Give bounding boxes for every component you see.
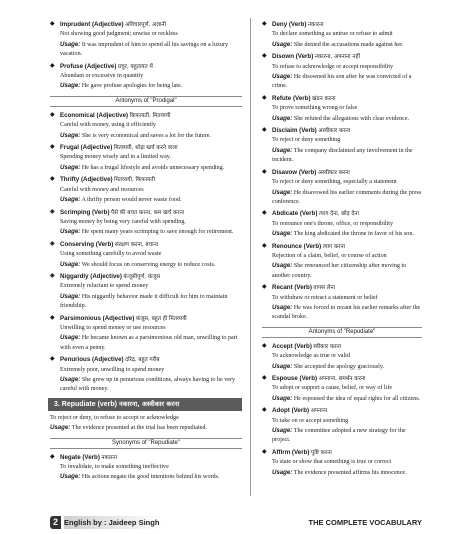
entry-definition: To invalidate, to make something ineffective <box>60 464 169 471</box>
entry-hindi: त्याग देना, छोड़ देना <box>318 211 359 218</box>
entry-hindi: खंडन करना <box>312 95 336 102</box>
entry-usage <box>272 40 422 50</box>
usage-label: Usage: <box>60 163 81 171</box>
usage-text: It was imprudent of him to spend all his savings on a luxury vacation. <box>60 41 229 58</box>
vocab-entry <box>50 314 242 354</box>
entry-usage <box>272 394 422 404</box>
usage-text: She is very economical and saves a lot for the future. <box>81 132 211 139</box>
usage-text: He was forced to recant his earlier remarks after the scandal broke. <box>272 304 421 321</box>
usage-text: The evidence presented affirms his innocence. <box>293 469 407 476</box>
entry-heading <box>272 342 422 352</box>
usage-text: He gave profuse apologies for being late. <box>81 83 183 90</box>
entry-usage <box>60 260 242 270</box>
entry-definition: Saving money by being very careful with spending. <box>60 218 186 225</box>
usage-label: Usage: <box>60 40 81 48</box>
vocab-entry <box>262 20 422 50</box>
usage-text: The committee adopted a new strategy for the project. <box>272 428 406 444</box>
entry-hindi: अविचारपूर्ण, अज्ञानी <box>125 22 166 28</box>
usage-text: She renounced her citizenship after moving to another country. <box>272 263 407 279</box>
bullet-icon: ◆ <box>50 240 55 247</box>
usage-label: Usage: <box>60 473 81 481</box>
vocab-entry <box>262 168 422 208</box>
entry-heading <box>60 143 242 153</box>
usage-label: Usage: <box>272 468 293 476</box>
entry-term: Disavow (Verb) <box>272 168 317 176</box>
entries-antonyms-prodigal <box>50 111 242 395</box>
entry-term: Frugal (Adjective) <box>60 144 113 152</box>
bullet-icon: ◆ <box>262 168 267 175</box>
entry-definition: To renounce one's throne, office, or responsibility <box>272 220 394 227</box>
usage-label: Usage: <box>60 228 81 236</box>
entry-usage <box>60 375 242 395</box>
bullet-icon: ◆ <box>262 448 267 455</box>
bullet-icon: ◆ <box>262 210 267 217</box>
entry-hindi: अस्वीकार करना <box>318 128 351 135</box>
entry-definition: Rejection of a claim, belief, or course of action <box>272 252 387 259</box>
usage-label: Usage: <box>60 260 81 268</box>
vocab-entry <box>262 209 422 239</box>
repudiate-usage-text: The evidence presented at the trial has been repudiated. <box>71 425 207 432</box>
entry-hindi: प्रचुर, बहुतायत में <box>117 63 153 70</box>
bullet-icon: ◆ <box>262 127 267 134</box>
entry-term: Parsimonious (Adjective) <box>60 314 135 322</box>
usage-label: Usage: <box>60 82 81 90</box>
repudiate-header <box>48 398 242 411</box>
vocab-entry <box>50 453 242 483</box>
entry-definition: To refuse to acknowledge or accept responsibility <box>272 63 394 70</box>
entry-hindi: अस्वीकार करना <box>317 169 350 176</box>
entry-hindi: वापस लेना <box>313 285 336 292</box>
entry-definition: To reject or deny something, especially a statement <box>272 179 397 186</box>
entry-hindi: मितव्ययी, थोड़ा खर्च करने वाला <box>113 145 178 152</box>
entry-hindi: नकारना <box>101 454 118 461</box>
entry-term: Imprudent (Adjective) <box>60 21 124 28</box>
antonyms-repudiate-header: Antonyms of "Repudiate" <box>262 327 422 338</box>
entry-usage <box>272 426 422 446</box>
usage-text: He spent many years scrimping to save enough for retirement. <box>81 229 234 236</box>
entry-term: Conserving (Verb) <box>60 240 114 248</box>
bullet-icon: ◆ <box>50 111 55 118</box>
book-title: THE COMPLETE VOCABULARY <box>308 518 422 527</box>
entry-term: Renounce (Verb) <box>272 242 322 250</box>
entry-usage <box>60 333 242 353</box>
entry-heading <box>272 52 422 62</box>
bullet-icon: ◆ <box>262 53 267 60</box>
entry-hindi: अपनाना <box>310 408 328 415</box>
usage-text: A thrifty person would never waste food. <box>81 197 182 204</box>
entry-hindi: कंजूसीपूर्ण, कंजूस <box>123 273 161 280</box>
bullet-icon: ◆ <box>50 453 55 460</box>
bullet-icon: ◆ <box>50 356 55 363</box>
usage-text: He has a frugal lifestyle and avoids unnecessary spending. <box>81 164 225 171</box>
vocab-entry <box>50 111 242 141</box>
entry-term: Affirm (Verb) <box>272 448 310 456</box>
entry-usage <box>60 131 242 141</box>
entry-heading <box>60 355 242 365</box>
entry-heading <box>60 62 242 72</box>
entry-term: Abdicate (Verb) <box>272 210 318 218</box>
entry-heading <box>272 94 422 104</box>
entry-definition: Unwilling to spend money or use resources <box>60 324 166 331</box>
usage-text: He became known as a parsimonious old man, unwilling to part with even a penny. <box>60 335 238 351</box>
bullet-icon: ◆ <box>262 342 267 349</box>
entry-hindi: अपनाना, समर्थन करना <box>318 376 366 382</box>
usage-label: Usage: <box>272 394 293 402</box>
entry-usage <box>60 163 242 173</box>
entry-heading <box>60 314 242 324</box>
bullet-icon: ◆ <box>50 144 55 151</box>
entry-definition: To declare something as untrue or refuse to admit <box>272 31 393 38</box>
bullet-icon: ◆ <box>262 407 267 414</box>
usage-label: Usage: <box>272 188 293 196</box>
entry-term: Niggardly (Adjective) <box>60 272 122 280</box>
vocab-entry <box>262 342 422 372</box>
entry-definition: To reject or deny something <box>272 137 341 144</box>
bullet-icon: ◆ <box>50 208 55 215</box>
bullet-icon: ◆ <box>262 94 267 101</box>
entries-antonyms-repudiate <box>262 342 422 478</box>
usage-text: She denied the accusations made against her. <box>293 41 404 48</box>
entry-definition: To state or show that something is true or correct <box>272 459 392 466</box>
entry-term: Deny (Verb) <box>272 21 307 28</box>
entry-hindi: दरिद्र, बहुत गरीब <box>125 357 160 364</box>
usage-text: We should focus on conserving energy to reduce costs. <box>81 261 216 268</box>
usage-label: Usage: <box>60 334 81 342</box>
entry-term: Profuse (Adjective) <box>60 62 117 70</box>
entry-usage <box>272 114 422 124</box>
entries-synonyms-repudiate-cont <box>262 20 422 323</box>
entry-hindi: मितव्ययी, किफायती <box>114 177 155 184</box>
repudiate-title: 3. Repudiate (verb) <box>54 400 118 408</box>
entry-hindi: किफायती, मितव्ययी <box>129 112 171 119</box>
usage-text: The company disclaimed any involvement in the incident. <box>272 147 413 164</box>
author-credit: English by : Jaideep Singh <box>64 516 164 529</box>
usage-label: Usage: <box>60 131 81 139</box>
entry-term: Economical (Adjective) <box>60 111 129 119</box>
entry-heading <box>272 406 422 416</box>
vocab-entry <box>50 62 242 92</box>
vocab-entry <box>262 52 422 92</box>
entry-hindi: नकारना, अपनाना नहीं <box>314 54 360 61</box>
vocab-entry <box>50 272 242 312</box>
antonyms-prodigal-header: Antonyms of "Prodigal" <box>50 96 242 107</box>
entry-definition: To adopt or support a cause, belief, or way of life <box>272 385 393 392</box>
vocab-entry <box>50 355 242 395</box>
entry-definition: Extremely reluctant to spend money <box>60 283 149 290</box>
page-footer <box>50 516 422 534</box>
entry-usage <box>272 468 422 478</box>
vocab-entry <box>262 448 422 478</box>
entry-heading <box>60 453 242 463</box>
entry-heading <box>272 168 422 178</box>
entry-definition: Careful with money and resources <box>60 186 144 193</box>
usage-text: She grew up in penurious conditions, always having to be very careful with money. <box>60 377 236 393</box>
vocab-entry <box>262 283 422 323</box>
entry-term: Recant (Verb) <box>272 284 312 292</box>
entry-usage <box>60 195 242 205</box>
column-divider <box>250 18 251 496</box>
entry-usage <box>272 146 422 166</box>
bullet-icon: ◆ <box>262 21 267 27</box>
vocab-entry <box>262 126 422 166</box>
entry-usage <box>60 292 242 312</box>
entry-usage <box>60 227 242 237</box>
usage-label: Usage: <box>60 292 81 300</box>
bullet-icon: ◆ <box>50 272 55 279</box>
entry-usage <box>272 229 422 239</box>
entry-definition: Extremely poor, unwilling to spend money <box>60 366 165 373</box>
entry-usage <box>272 303 422 323</box>
usage-label: Usage: <box>60 196 81 204</box>
entry-heading <box>272 20 422 30</box>
entry-term: Accept (Verb) <box>272 342 312 350</box>
entry-term: Negate (Verb) <box>60 453 100 461</box>
entry-definition: Spending money wisely and in a limited way. <box>60 154 171 161</box>
usage-text: She refuted the allegations with clear evidence. <box>293 115 410 122</box>
entry-heading <box>60 240 242 250</box>
entry-definition: Abundant or excessive in quantity <box>60 73 144 80</box>
entry-hindi: स्वीकार करना <box>313 343 342 350</box>
bullet-icon: ◆ <box>50 314 55 321</box>
usage-label: Usage: <box>272 73 293 81</box>
usage-label: Usage: <box>272 362 293 370</box>
repudiate-title-hindi: नकारना, अस्वीकार करना <box>118 399 180 408</box>
entry-hindi: नकारना <box>307 22 324 28</box>
bullet-icon: ◆ <box>262 375 267 381</box>
repudiate-definition <box>50 414 242 434</box>
entry-hindi: त्याग करना <box>322 243 346 250</box>
usage-text: He disavowed his earlier comments during the press conference. <box>272 189 422 205</box>
entry-heading <box>60 20 242 30</box>
usage-label: Usage: <box>272 40 293 48</box>
synonyms-repudiate-header: Synonyms of "Repudiate" <box>50 438 242 449</box>
vocab-entry <box>50 20 242 60</box>
entry-usage <box>272 261 422 281</box>
entry-hindi: संरक्षण करना, बचाना <box>114 241 159 248</box>
entry-term: Penurious (Adjective) <box>60 356 124 364</box>
entry-usage <box>60 40 242 60</box>
vocab-entry <box>262 94 422 124</box>
usage-text: His actions negate the good intentions behind his words. <box>81 474 220 481</box>
vocab-entry <box>262 374 422 404</box>
entry-definition: To acknowledge as true or valid <box>272 353 350 360</box>
vocab-entry <box>262 406 422 446</box>
repudiate-usage-label: Usage: <box>50 424 71 432</box>
usage-label: Usage: <box>272 230 293 238</box>
usage-text: She accepted the apology graciously. <box>293 363 384 370</box>
left-column <box>50 20 242 485</box>
entry-hindi: पुष्टि करना <box>311 449 332 456</box>
entry-heading <box>60 175 242 185</box>
entry-hindi: पैसे की बचत करना, कम खर्च करना <box>111 209 185 216</box>
entry-term: Thrifty (Adjective) <box>60 176 113 184</box>
entries-synonyms-repudiate <box>50 453 242 483</box>
entry-usage <box>60 81 242 91</box>
entry-heading <box>272 283 422 293</box>
usage-label: Usage: <box>272 303 293 311</box>
entry-heading <box>60 272 242 282</box>
entry-term: Espouse (Verb) <box>272 375 318 382</box>
entry-definition: Not showing good judgment; unwise or reckless <box>60 31 178 38</box>
usage-text: His niggardly behavior made it difficult for him to maintain friendship. <box>60 293 228 310</box>
entry-definition: Careful with money, using it efficiently <box>60 122 156 129</box>
usage-label: Usage: <box>272 146 293 154</box>
entry-term: Scrimping (Verb) <box>60 208 110 216</box>
entry-definition: To withdraw or retract a statement or belief <box>272 294 378 301</box>
entry-hindi: कंजूस, बहुत ही मितव्ययी <box>135 315 187 322</box>
usage-text: He espoused the idea of equal rights for all citizens. <box>293 395 421 402</box>
entry-term: Refute (Verb) <box>272 94 311 102</box>
entry-term: Adopt (Verb) <box>272 407 310 415</box>
entry-definition: To prove something wrong or false <box>272 105 358 112</box>
entry-heading <box>272 126 422 136</box>
entry-heading <box>272 374 422 384</box>
usage-text: The king abdicated the throne in favor of his son. <box>293 231 414 238</box>
entry-heading <box>272 209 422 219</box>
right-column <box>262 20 422 480</box>
entry-definition: Using something carefully to avoid waste <box>60 251 162 258</box>
entry-heading <box>272 242 422 252</box>
entry-usage <box>272 188 422 208</box>
page-number: 2 <box>50 516 61 529</box>
repudiate-definition-text: To reject or deny, to refuse to accept or acknowledge <box>50 414 179 421</box>
entry-heading <box>272 448 422 458</box>
entry-term: Disclaim (Verb) <box>272 127 317 135</box>
vocab-entry <box>50 208 242 238</box>
vocab-entry <box>50 143 242 173</box>
vocab-entry <box>50 240 242 270</box>
usage-label: Usage: <box>60 376 81 383</box>
bullet-icon: ◆ <box>50 176 55 183</box>
bullet-icon: ◆ <box>50 21 55 27</box>
entries-top <box>50 20 242 92</box>
entry-usage <box>272 362 422 372</box>
vocab-entry <box>262 242 422 282</box>
usage-text: He disowned his son after he was convicted of a crime. <box>272 74 412 90</box>
entry-heading <box>60 111 242 121</box>
entry-usage <box>60 472 242 482</box>
bullet-icon: ◆ <box>262 284 267 291</box>
usage-label: Usage: <box>272 262 293 270</box>
vocab-entry <box>50 175 242 205</box>
usage-label: Usage: <box>272 114 293 122</box>
entry-heading <box>60 208 242 218</box>
bullet-icon: ◆ <box>50 62 55 69</box>
bullet-icon: ◆ <box>262 242 267 249</box>
entry-definition: To take on or accept something <box>272 417 349 424</box>
usage-label: Usage: <box>272 427 293 435</box>
entry-usage <box>272 72 422 92</box>
entry-term: Disown (Verb) <box>272 53 314 61</box>
